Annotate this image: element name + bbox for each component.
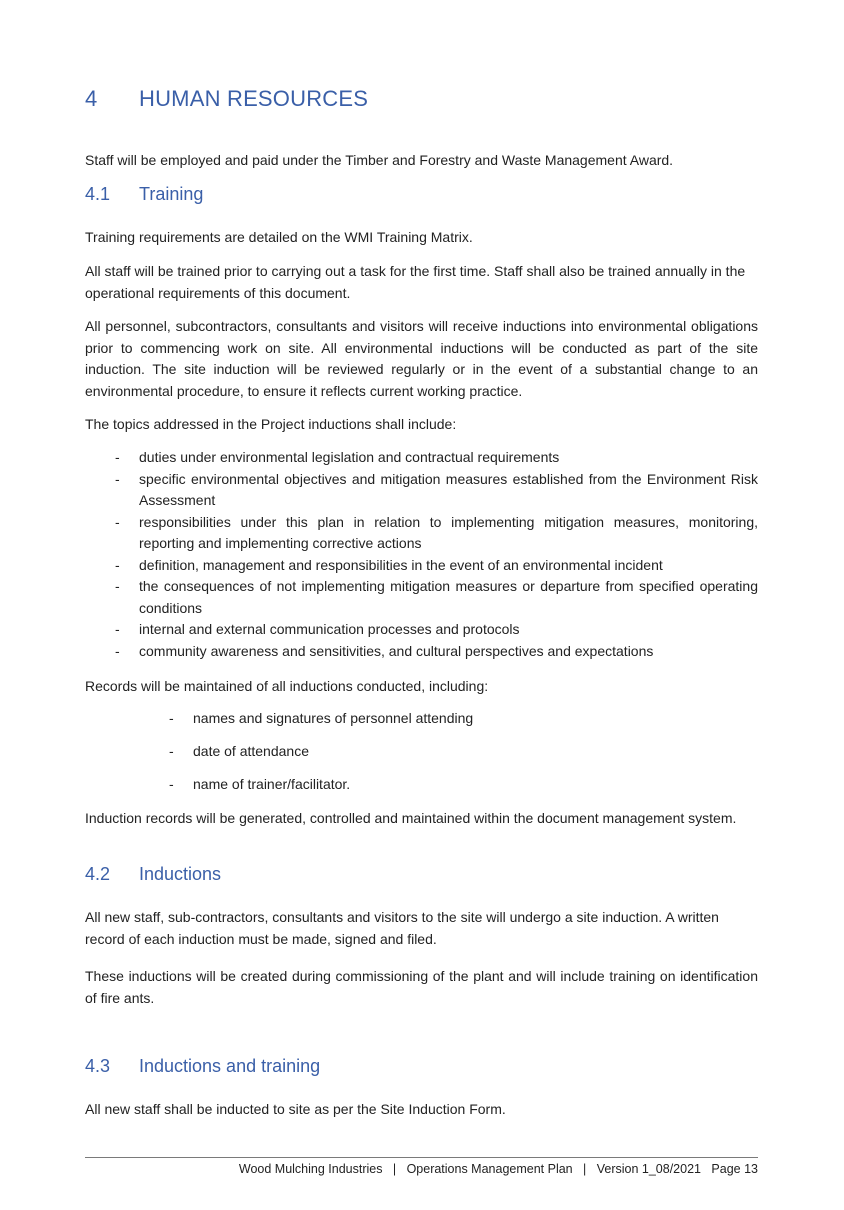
training-paragraph-1: Training requirements are detailed on the WMI Training Matrix. — [85, 229, 473, 245]
training-paragraph-5: Records will be maintained of all inductions conducted, including: — [85, 678, 489, 694]
section-title: HUMAN RESOURCES — [139, 86, 369, 111]
footer-company: Wood Mulching Industries — [238, 1162, 383, 1176]
list-item: - name of trainer/facilitator. — [169, 776, 351, 792]
training-paragraph-4: The topics addressed in the Project inductions shall include: — [85, 416, 457, 432]
subsection-number: 4.3 — [85, 1056, 111, 1076]
subsection-heading-inductions-training — [85, 1056, 320, 1077]
list-item: - names and signatures of personnel attending — [169, 710, 474, 726]
footer-version: Version 1_08/2021 — [596, 1162, 701, 1176]
subsection-title: Inductions — [139, 864, 222, 884]
section-intro: Staff will be employed and paid under the Timber and Forestry and Waste Management Award. — [85, 152, 674, 168]
footer-divider — [85, 1157, 758, 1158]
subsection-number: 4.2 — [85, 864, 111, 884]
section-number: 4 — [85, 86, 98, 111]
footer-page-number: Page 13 — [711, 1162, 758, 1176]
subsection-title: Training — [139, 184, 204, 204]
subsection-heading-inductions — [85, 864, 221, 885]
inductions-paragraph-1: All new staff, sub-contractors, consultants and visitors to the site will undergo a site induction. A written record of each induction must be made, signed and filed. — [85, 909, 719, 947]
subsection-number: 4.1 — [85, 184, 111, 204]
inductions-paragraph-2: These inductions will be created during commissioning of the plant and will include training on identification of fire ants. — [85, 968, 758, 1006]
list-item: - community awareness and sensitivities, and cultural perspectives and expectations — [115, 642, 654, 659]
list-item: - duties under environmental legislation and contractual requirements — [115, 449, 560, 465]
list-item: - internal and external communication processes and protocols — [115, 621, 520, 637]
list-item: - specific environmental objectives and mitigation measures established from the Environment Risk Assessment — [115, 470, 758, 508]
inductions-training-paragraph-1: All new staff shall be inducted to site as per the Site Induction Form. — [85, 1101, 506, 1117]
training-paragraph-2: All staff will be trained prior to carrying out a task for the first time. Staff shall also be trained annually in the operational requirements of this document. — [85, 263, 746, 301]
subsection-heading-training — [85, 184, 203, 205]
induction-topics-list — [85, 447, 758, 662]
footer-document: Operations Management Plan — [406, 1162, 573, 1176]
page-footer: Wood Mulching Industries | Operations Management Plan | Version 1_08/2021 Page 13 — [238, 1162, 758, 1176]
list-item: - date of attendance — [169, 743, 309, 759]
list-item: - responsibilities under this plan in relation to implementing mitigation measures, monitoring, reporting and implementing corrective actions — [115, 513, 758, 551]
training-paragraph-6: Induction records will be generated, controlled and maintained within the document management system. — [85, 810, 737, 826]
training-paragraph-3: All personnel, subcontractors, consultants and visitors will receive inductions into environmental obligations prior to commencing work on site. All environmental inductions will be conducted as part of the site induction. The site induction will be reviewed regularly or in the event of a substantial change to an environmental procedure, to ensure it reflects current working practice. — [85, 318, 758, 399]
subsection-title: Inductions and training — [139, 1056, 321, 1076]
section-heading — [85, 86, 368, 112]
records-list — [85, 708, 758, 807]
list-item: - definition, management and responsibilities in the event of an environmental incident — [115, 556, 663, 573]
list-item: - the consequences of not implementing mitigation measures or departure from specified operating conditions — [115, 578, 758, 616]
